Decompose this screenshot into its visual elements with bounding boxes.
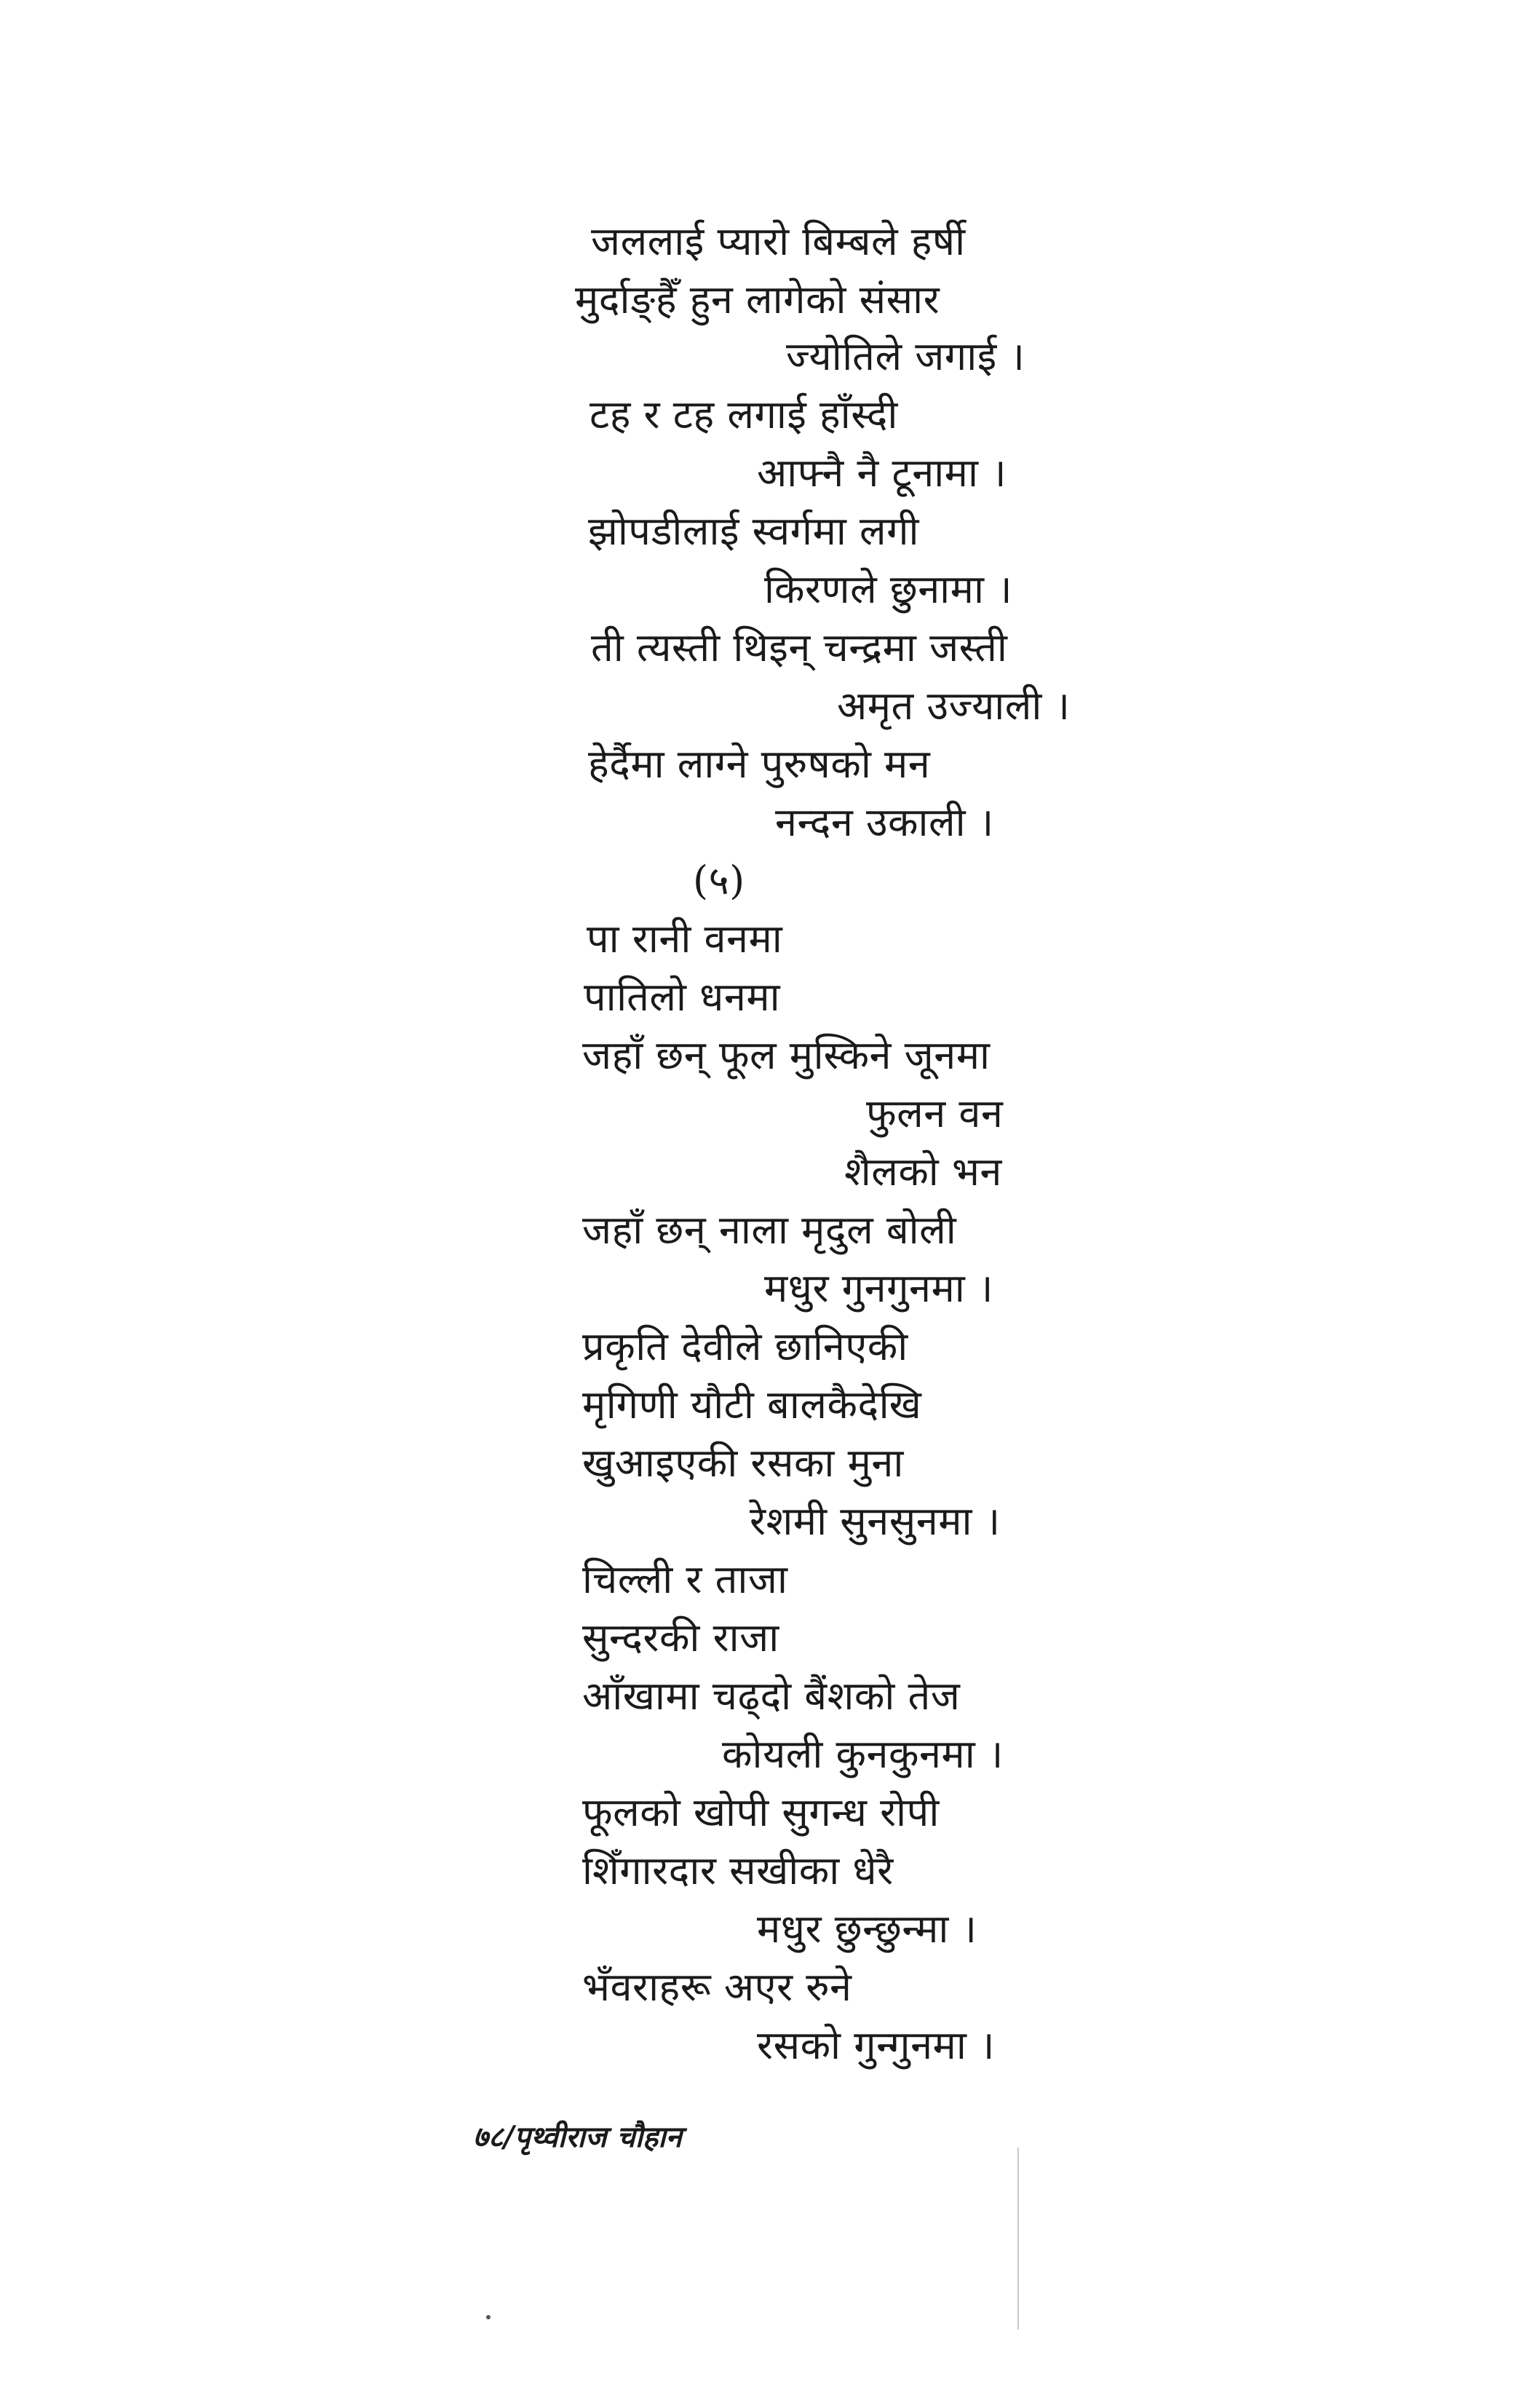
scan-margin-line xyxy=(1017,2148,1019,2330)
poem-line: शैलको भन xyxy=(844,1149,1002,1195)
poem-line: हेर्दैमा लाग्ने पुरुषको मन xyxy=(588,741,931,787)
poem-line: कोयली कुनकुनमा । xyxy=(722,1731,1004,1777)
poem-line: किरणले छुनामा । xyxy=(764,566,1013,612)
poem-line: टह र टह लगाई हाँस्दी xyxy=(590,392,898,438)
poem-line: रेशमी सुनसुनमा । xyxy=(750,1498,1001,1544)
page-footer: ७८/पृथ्वीराज चौहान xyxy=(473,2120,682,2154)
poem-line: सुन्दरकी राजा xyxy=(582,1615,779,1661)
poem-line: मधुर गुनगुनमा । xyxy=(764,1265,993,1311)
poem-line: फूलको खोपी सुगन्ध रोपी xyxy=(582,1789,940,1835)
poem-line: मुर्दाङ्हैँ हुन लागेको संसार xyxy=(575,277,940,322)
poem-line: ज्योतिले जगाई । xyxy=(786,333,1025,379)
poem-line: मृगिणी यौटी बालकैदेखि xyxy=(582,1382,922,1428)
poem-line: जहाँ छन् फूल मुस्किने जूनमा xyxy=(582,1032,991,1078)
poem-line: शिँगारदार सखीका धेरै xyxy=(582,1848,894,1894)
poem-line: मधुर छुन्छुन्मा । xyxy=(757,1906,977,1952)
poem-line: जहाँ छन् नाला मृदुल बोली xyxy=(582,1207,957,1253)
scan-speck xyxy=(486,2315,491,2319)
poem-line: आँखामा चढ्दो बैंशको तेज xyxy=(582,1673,961,1719)
poem-line: ती त्यस्ती थिइन् चन्द्रमा जस्ती xyxy=(591,625,1008,670)
poem-line: फुलन वन xyxy=(866,1091,1004,1136)
poem-line: चिल्ली र ताजा xyxy=(582,1556,788,1602)
poem-line: झोपडीलाई स्वर्गमा लगी xyxy=(588,508,920,554)
poem-line: पातिलो धनमा xyxy=(584,974,781,1020)
poem-line: आफ्नै नै टूनामा । xyxy=(757,450,1007,496)
poem-line: पा रानी वनमा xyxy=(587,916,783,962)
poem-line: प्रकृति देवीले छानिएकी xyxy=(582,1323,908,1369)
poem-line: खुआइएकी रसका मुना xyxy=(582,1440,904,1486)
poem-line: जललाई प्यारो बिम्बले हर्षी xyxy=(591,218,966,264)
stanza-number: (५) xyxy=(693,858,745,903)
poem-line: नन्दन उकाली । xyxy=(775,799,994,845)
poem-line: भँवराहरू अएर रुने xyxy=(582,1964,852,2010)
poem-line: अमृत उज्याली । xyxy=(837,683,1071,729)
poem-line: रसको गुन्गुनमा । xyxy=(757,2022,995,2068)
